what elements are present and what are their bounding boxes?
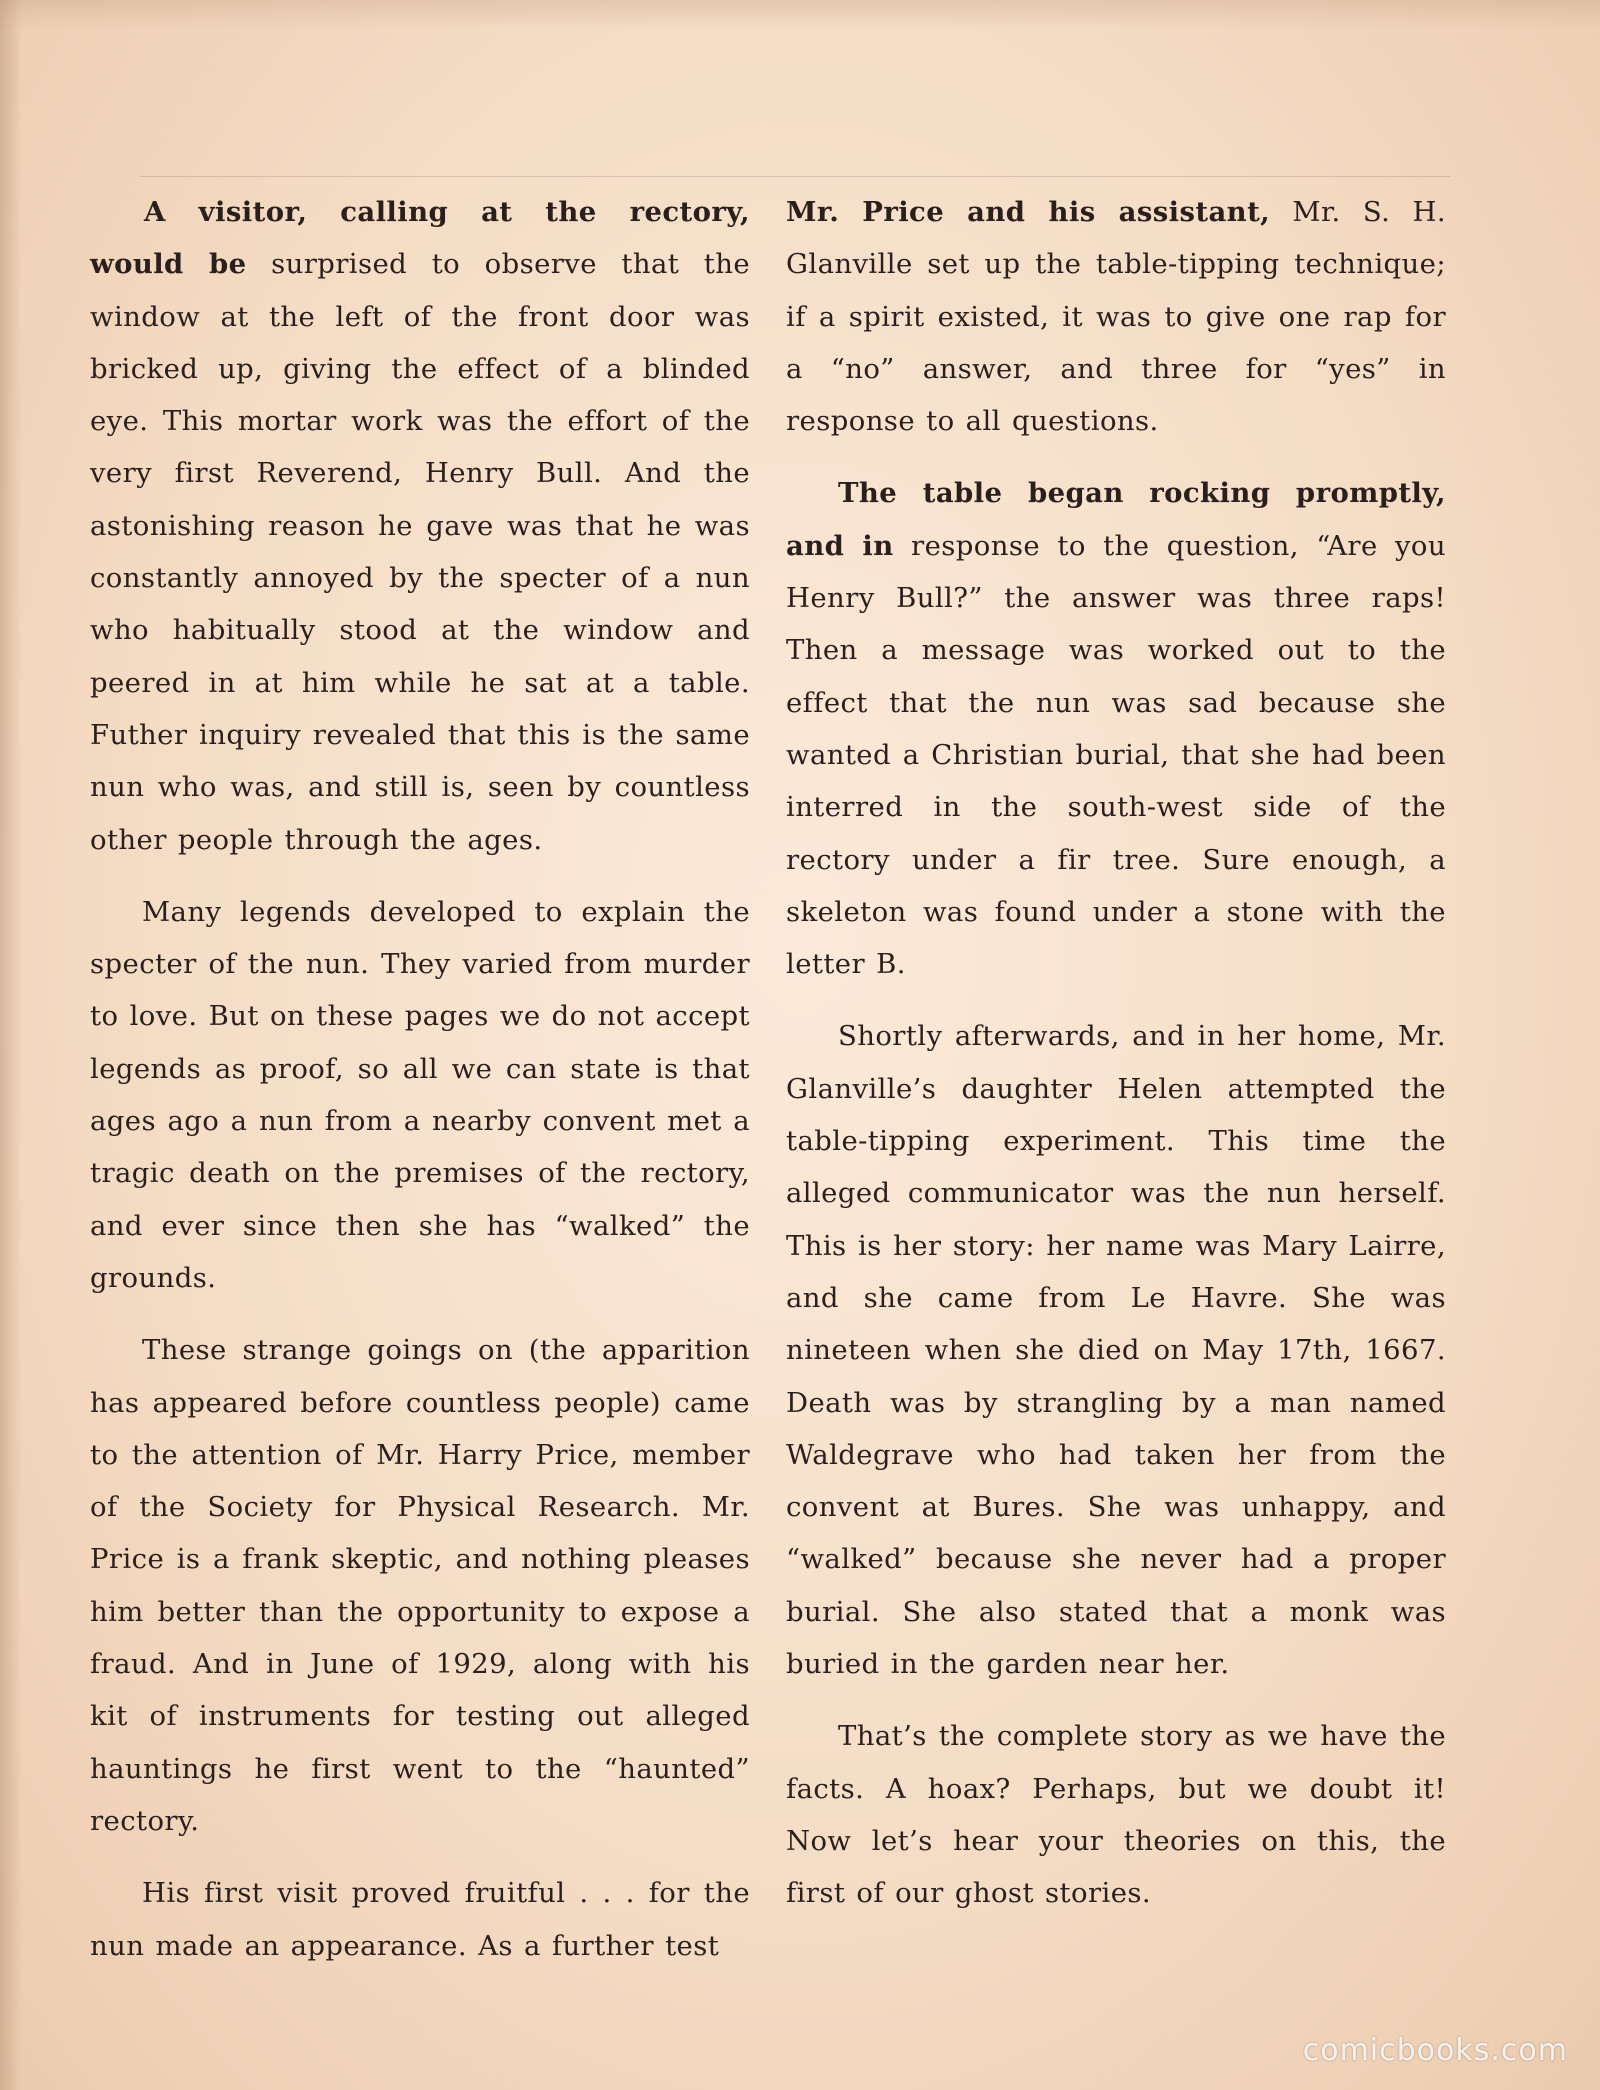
right-paragraph-3 bbox=[786, 1010, 1446, 1690]
right-paragraph-2-lead: The table began rocking promptly, and in bbox=[786, 477, 1446, 562]
left-paragraph-2-text: Many legends developed to explain the specter of the nun. They varied from murder to love. But on these pages we do not accept legends as proof, so all we can state is that ages ago a nun from a nearby convent met a tragic death on the premises of the rectory, and ever since then she has “walked” the grounds. bbox=[90, 895, 750, 1294]
left-paragraph-1-lead: A visitor, calling at the rectory, would be bbox=[90, 196, 750, 281]
right-paragraph-1 bbox=[786, 186, 1446, 447]
right-paragraph-3-text: Shortly afterwards, and in her home, Mr. Glanville’s daughter Helen attempted the table-tipping experiment. This time the alleged communicator was the nun herself. This is her story: her name was Mary Lairre, and she came from Le Havre. She was nineteen when she died on May 17th, 1667. Death was by strangling by a man named Waldegrave who had taken her from the convent at Bures. She was unhappy, and “walked” because she never had a proper burial. She also stated that a monk was buried in the garden near her. bbox=[786, 1020, 1446, 1681]
left-paragraph-3-text: These strange goings on (the apparition has appeared before countless people) came to the attention of Mr. Harry Price, member of the Society for Physical Research. Mr. Price is a frank skeptic, and nothing pleases him better than the opportunity to expose a fraud. And in June of 1929, along with his kit of instruments for testing out alleged hauntings he first went to the “haunted” rectory. bbox=[90, 1334, 750, 1837]
right-paragraph-1-lead: Mr. Price and his assistant, bbox=[786, 196, 1271, 228]
page-left-edge-shadow bbox=[0, 0, 22, 2090]
left-column bbox=[90, 186, 750, 1992]
right-paragraph-2-text: response to the question, “Are you Henry Bull?” the answer was three raps! Then a message was worked out to the effect that the nun was sad because she wanted a Christian burial, that she had been interred in the south-west side of the rectory under a fir tree. Sure enough, a skeleton was found under a stone with the letter B. bbox=[786, 529, 1446, 981]
text-columns bbox=[90, 186, 1446, 1992]
top-rule bbox=[140, 176, 1450, 177]
left-paragraph-3 bbox=[90, 1324, 750, 1847]
right-column bbox=[786, 186, 1446, 1992]
site-watermark: comicbooks.com bbox=[1302, 2033, 1568, 2068]
page-top-edge-shadow bbox=[0, 0, 1600, 30]
right-paragraph-4-text: That’s the complete story as we have the facts. A hoax? Perhaps, but we doubt it! Now let’s hear your theories on this, the first of our ghost stories. bbox=[786, 1720, 1446, 1910]
right-paragraph-4 bbox=[786, 1710, 1446, 1919]
right-paragraph-1-text: Mr. S. H. Glanville set up the table-tipping technique; if a spirit existed, it was to give one rap for a “no” answer, and three for “yes” in response to all questions. bbox=[786, 196, 1446, 438]
left-paragraph-1-text: surprised to observe that the window at the left of the front door was bricked up, giving the effect of a blinded eye. This mortar work was the effort of the very first Reverend, Henry Bull. And the astonishing reason he gave was that he was constantly annoyed by the specter of a nun who habitually stood at the window and peered in at him while he sat at a table. Futher inquiry revealed that this is the same nun who was, and still is, seen by countless other people through the ages. bbox=[90, 248, 750, 856]
left-paragraph-2 bbox=[90, 886, 750, 1304]
left-paragraph-4 bbox=[90, 1867, 750, 1972]
right-paragraph-2 bbox=[786, 467, 1446, 990]
left-paragraph-1 bbox=[90, 186, 750, 866]
left-paragraph-4-text: His first visit proved fruitful . . . for the nun made an appearance. As a further test bbox=[90, 1877, 750, 1962]
